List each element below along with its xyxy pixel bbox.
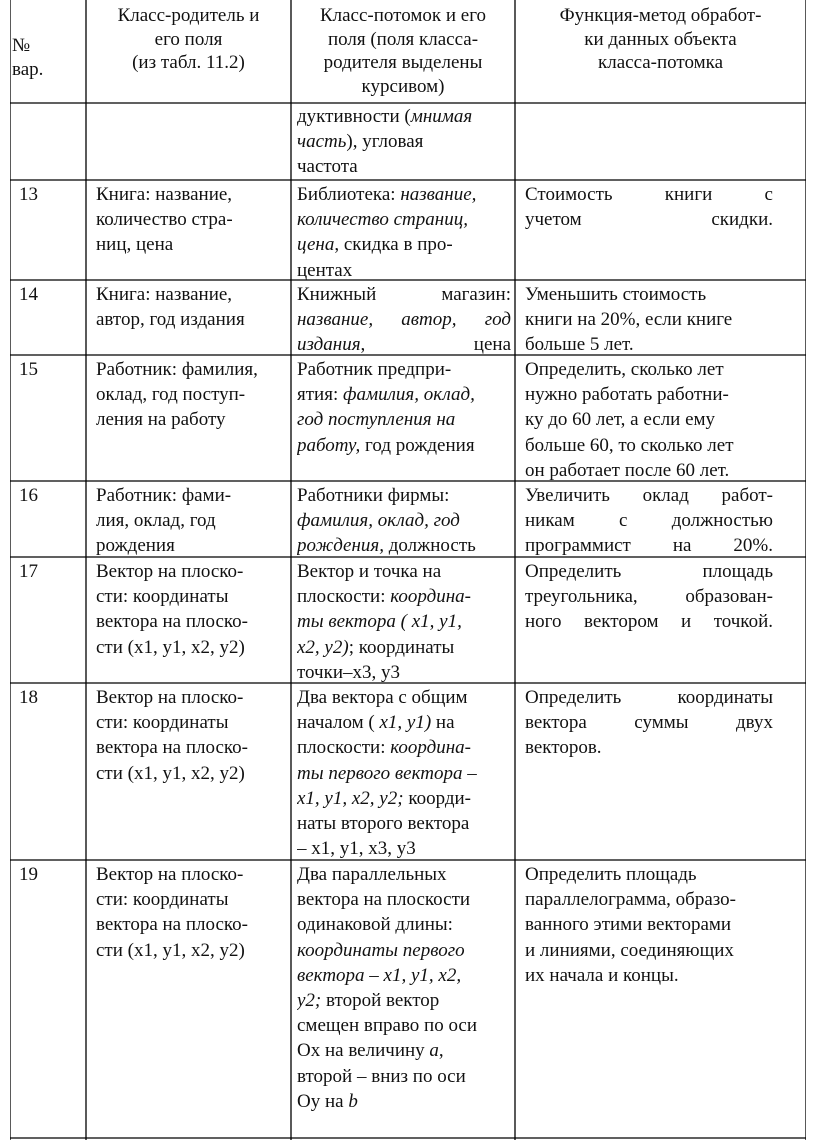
row-19-num: 19 [19,864,38,885]
row-13-method: Стоимость книги с учетом скидки. [525,184,773,231]
row-16-num: 16 [19,485,38,506]
row-15-child: Работник предпри- ятия: фамилия, оклад, год поступления на работу, год рождения [297,359,475,456]
row-16-method: Увеличить оклад работ- никам с должностью программист на 20%. [525,485,773,557]
header-parent-class: Класс-родитель и его поля (из табл. 11.2) [117,5,260,73]
row-19-child: Два параллельных вектора на плоскости одинаковой длины: координаты первого вектора – x1, y1, x2, y2; второй вектор смещен вправо по оси Оx на величину a, второй – вниз по оси Оy на b [297,864,478,1112]
row-18-method: Определить координаты вектора суммы двух векторов. [525,687,773,759]
row-17-parent: Вектор на плоско- сти: координаты вектора на плоско- сти (x1, y1, x2, y2) [96,561,249,658]
row-17-method: Определить площадь треугольника, образован- ного вектором и точкой. [525,561,773,633]
row-19-parent: Вектор на плоско- сти: координаты вектора на плоско- сти (x1, y1, x2, y2) [96,864,249,961]
row-18-parent: Вектор на плоско- сти: координаты вектора на плоско- сти (x1, y1, x2, y2) [96,687,249,784]
row-14-method: Уменьшить стоимость книги на 20%, если книге больше 5 лет. [525,284,733,356]
header-method: Функция-метод обработ- ки данных объекта класса-потомка [559,5,762,73]
header-num: № вар. [12,35,44,80]
row-13-parent: Книга: название, количество стра- ниц, цена [96,184,233,256]
row-19-method: Определить площадь параллелограмма, образо- ванного этими векторами и линиями, соединяющих их начала и концы. [525,864,736,986]
row-14-child: Книжный магазин: название, автор, год издания, цена [297,284,511,356]
row-15-method: Определить, сколько лет нужно работать работни- ку до 60 лет, а если ему больше 60, то сколько лет он работает после 60 лет. [525,359,734,481]
row-13-child: Библиотека: название, количество страниц, цена, скидка в про- центах [297,184,477,281]
row-14-num: 14 [19,284,38,305]
continuation-child: дуктивности (мнимая часть), угловая частота [297,106,473,178]
row-17-num: 17 [19,561,38,582]
row-13-num: 13 [19,184,38,205]
row-15-num: 15 [19,359,38,380]
row-16-parent: Работник: фами- лия, оклад, год рождения [96,485,232,557]
row-15-parent: Работник: фамилия, оклад, год поступ- ления на работу [96,359,258,431]
row-17-child: Вектор и точка на плоскости: координа- ты вектора ( x1, y1, x2, y2); координаты точки–x3, y3 [297,561,472,683]
document-page [10,0,806,1140]
header-child-class: Класс-потомок и его поля (поля класса- родителя выделены курсивом) [319,5,487,97]
row-14-parent: Книга: название, автор, год издания [96,284,245,331]
row-18-child: Два вектора с общим началом ( x1, y1) на плоскости: координа- ты первого вектора – x1, y1, x2, y2; коорди- наты второго вектора – x1, y1, x3, y3 [297,687,477,860]
row-16-child: Работники фирмы: фамилия, оклад, год рождения, должность [297,485,476,557]
row-18-num: 18 [19,687,38,708]
